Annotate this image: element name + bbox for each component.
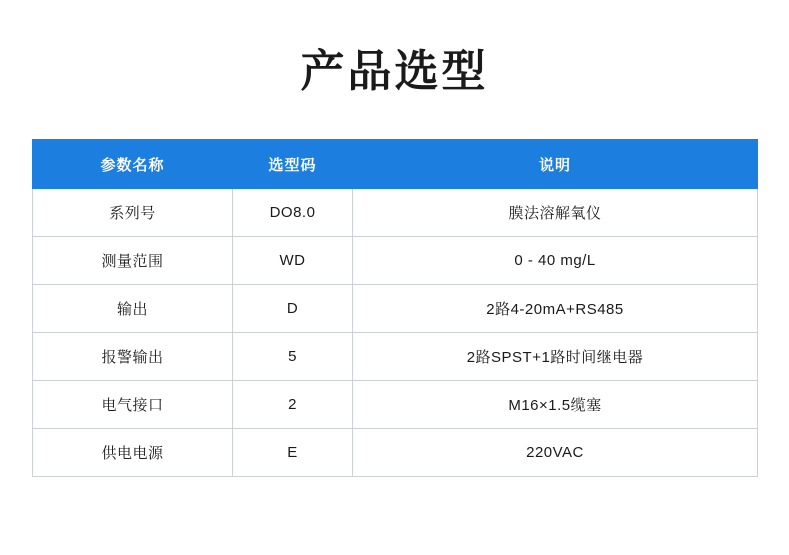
cell-description: 2路SPST+1路时间继电器 xyxy=(353,333,758,381)
product-selection-table xyxy=(32,139,758,477)
cell-description: 2路4-20mA+RS485 xyxy=(353,285,758,333)
cell-selection-code: E xyxy=(233,429,353,477)
cell-selection-code: 5 xyxy=(233,333,353,381)
table-row xyxy=(33,237,758,285)
table-row xyxy=(33,189,758,237)
cell-description: M16×1.5缆塞 xyxy=(353,381,758,429)
cell-selection-code: D xyxy=(233,285,353,333)
cell-selection-code: DO8.0 xyxy=(233,189,353,237)
column-header-description: 说明 xyxy=(353,140,758,189)
cell-parameter-name: 报警输出 xyxy=(33,333,233,381)
cell-parameter-name: 供电电源 xyxy=(33,429,233,477)
table-header xyxy=(33,140,758,189)
cell-description: 0 - 40 mg/L xyxy=(353,237,758,285)
cell-parameter-name: 电气接口 xyxy=(33,381,233,429)
table-row xyxy=(33,381,758,429)
cell-description: 膜法溶解氧仪 xyxy=(353,189,758,237)
table-row xyxy=(33,333,758,381)
table-row xyxy=(33,285,758,333)
cell-selection-code: WD xyxy=(233,237,353,285)
table-body xyxy=(33,189,758,477)
table-header-row xyxy=(33,140,758,189)
cell-parameter-name: 输出 xyxy=(33,285,233,333)
column-header-selection-code: 选型码 xyxy=(233,140,353,189)
page-title: 产品选型 xyxy=(300,47,489,96)
spec-table-container xyxy=(32,139,757,477)
column-header-parameter-name: 参数名称 xyxy=(33,140,233,189)
table-row xyxy=(33,429,758,477)
cell-selection-code: 2 xyxy=(233,381,353,429)
cell-description: 220VAC xyxy=(353,429,758,477)
cell-parameter-name: 系列号 xyxy=(33,189,233,237)
cell-parameter-name: 测量范围 xyxy=(33,237,233,285)
